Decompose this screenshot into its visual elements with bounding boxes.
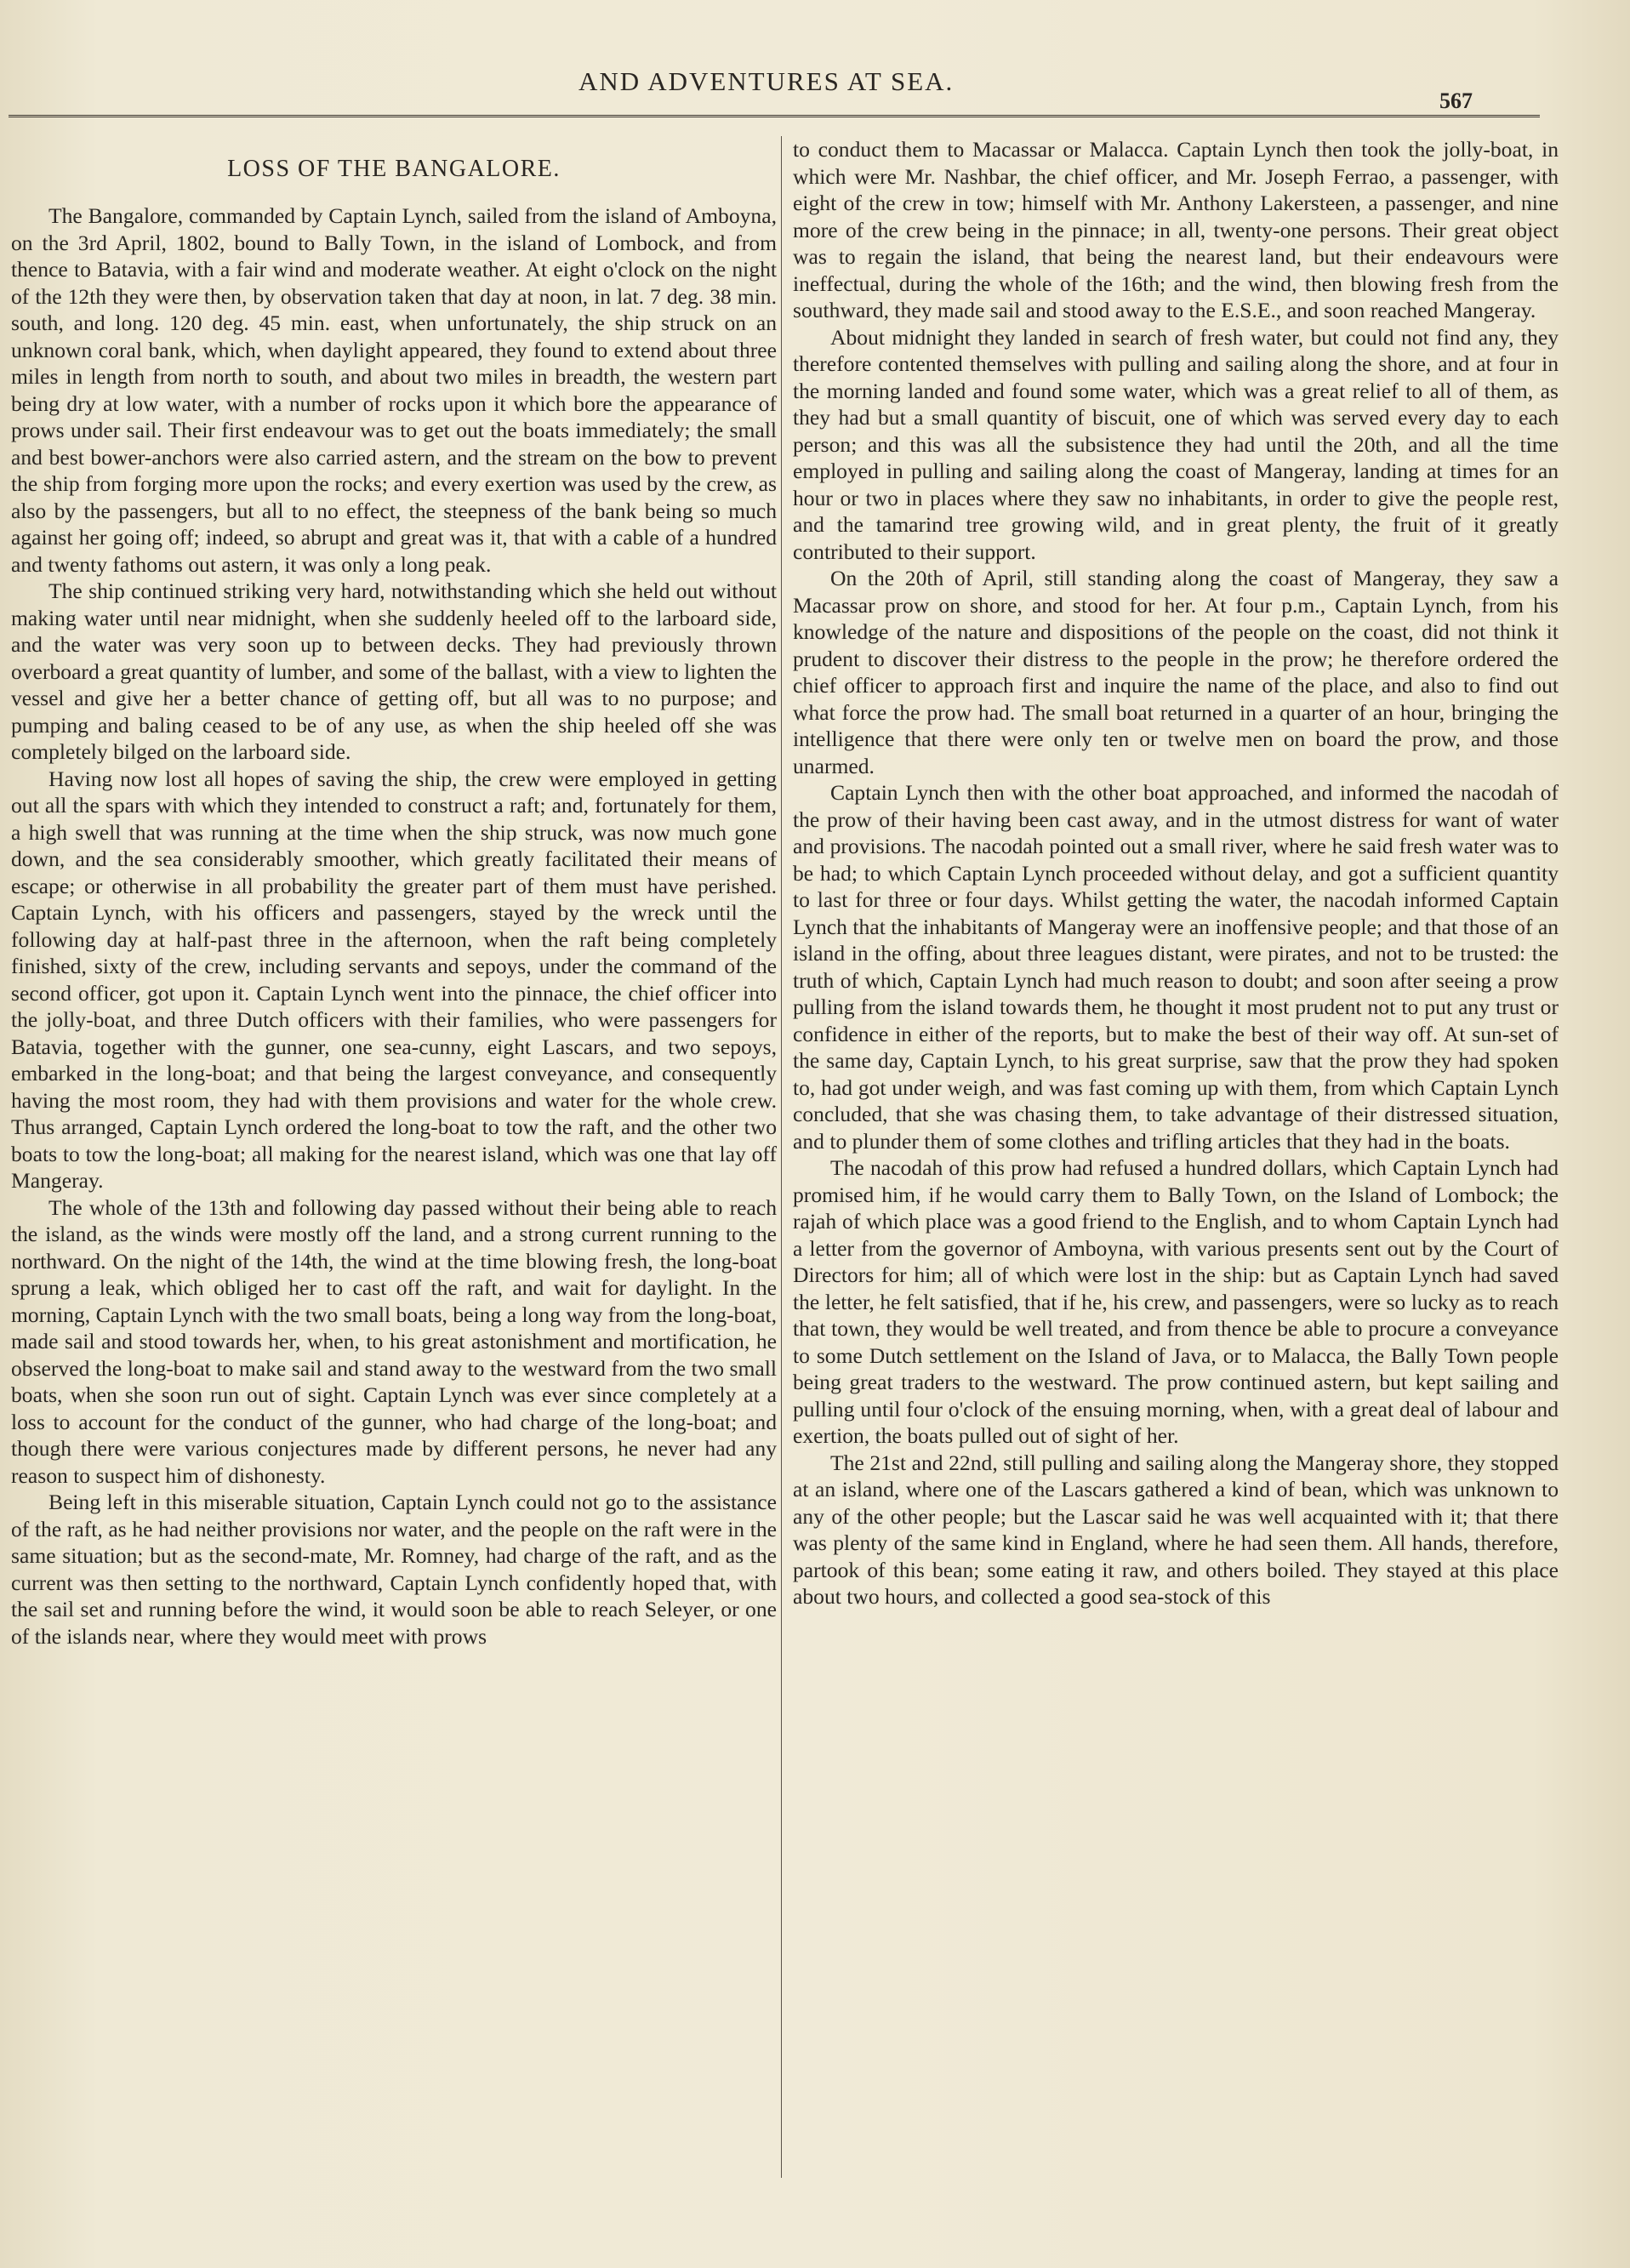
paragraph: The 21st and 22nd, still pulling and sailing along the Mangeray shore, they stopped at an island, where one of the Lascars gathered a kind of bean, which was unknown to any of the other people; but the Lascar said he was well acquainted with it; that there was plenty of the same kind in England, where he had seen them. All hands, therefore, partook of this bean; some eating it raw, and others boiled. They stayed at this place about two hours, and collected a good sea-stock of this xyxy=(793,1450,1559,1609)
paragraph: Captain Lynch then with the other boat approached, and informed the nacodah of the prow of their having been cast away, and in the utmost distress for want of water and provisions. The nacodah pointed out a small river, where he said fresh water was to be had; to which Captain Lynch proceeded without delay, and got a sufficient quantity to last for three or four days. Whilst getting the water, the nacodah informed Captain Lynch that the inhabitants of Mangeray were an inoffensive people; and that those of an island in the offing, about three leagues distant, were pirates, and not to be trusted: the truth of which, Captain Lynch had much reason to doubt; and soon after seeing a prow pulling from the island towards them, he thought it most prudent not to put any trust or confidence in either of the reports, but to make the best of their way off. At sun-set of the same day, Captain Lynch, to his great surprise, saw that the prow they had spoken to, had got under weigh, and was fast coming up with them, from which Captain Lynch concluded, that she was chasing them, to take advantage of their distressed situation, and to plunder them of some clothes and trifling articles that they had in the boats. xyxy=(793,780,1559,1154)
right-column xyxy=(793,136,1559,1610)
column-divider xyxy=(781,136,782,2178)
running-head: AND ADVENTURES AT SEA. xyxy=(578,66,955,96)
paragraph: About midnight they landed in search of fresh water, but could not find any, they therefore contented themselves with pulling and sailing along the shore, and at four in the morning landed and found some water, which was a great relief to all of them, as they had but a small quantity of biscuit, one of which was served every day to each person; and this was all the subsistence they had until the 20th, and all the time employed in pulling and sailing along the coast of Mangeray, landing at times for an hour or two in places where they saw no inhabitants, in order to give the people rest, and the tamarind tree growing wild, and in great plenty, the fruit of it greatly contributed to their support. xyxy=(793,324,1559,564)
header-rule xyxy=(9,115,1540,117)
paragraph: Being left in this miserable situation, Captain Lynch could not go to the assistance of the raft, as he had neither provisions nor water, and the people on the raft were in the same situation; but as the second-mate, Mr. Romney, had charge of the raft, and as the current was then setting to the northward, Captain Lynch confidently hoped that, with the sail set and running before the wind, it would soon be able to reach Seleyer, or one of the islands near, where they would meet with prows xyxy=(11,1490,777,1649)
article-title: LOSS OF THE BANGALORE. xyxy=(227,156,561,182)
paragraph: The ship continued striking very hard, notwithstanding which she held out without making water until near midnight, when she suddenly heeled off to the larboard side, and the water was very soon up to between decks. They had previously thrown overboard a great quantity of lumber, and some of the ballast, with a view to lighten the vessel and give her a better chance of getting off, but all was to no purpose; and pumping and baling ceased to be of any use, as when the ship heeled off she was completely bilged on the larboard side. xyxy=(11,578,777,764)
left-column xyxy=(11,136,777,1650)
paragraph: The nacodah of this prow had refused a hundred dollars, which Captain Lynch had promised him, if he would carry them to Bally Town, on the Island of Lombock; the rajah of which place was a good friend to the English, and to whom Captain Lynch had a letter from the governor of Amboyna, with various presents sent out by the Court of Directors for him; all of which were lost in the ship: but as Captain Lynch had saved the letter, he felt satisfied, that if he, his crew, and passengers, were so lucky as to reach that town, they would be well treated, and from thence be able to procure a conveyance to some Dutch settlement on the Island of Java, or to Malacca, the Bally Town people being great traders to the westward. The prow continued astern, but kept sailing and pulling until four o'clock of the ensuing morning, when, with a great deal of labour and exertion, the boats pulled out of sight of her. xyxy=(793,1155,1559,1448)
paragraph: Having now lost all hopes of saving the ship, the crew were employed in getting out all the spars with which they intended to construct a raft; and, fortunately for them, a high swell that was running at the time when the ship struck, was now much gone down, and the sea considerably smoother, which greatly facilitated their means of escape; or otherwise in all probability the greater part of them must have perished. Captain Lynch, with his officers and passengers, stayed by the wreck until the following day at half-past three in the afternoon, when the raft being completely finished, sixty of the crew, including servants and sepoys, under the command of the second officer, got upon it. Captain Lynch went into the pinnace, the chief officer into the jolly-boat, and three Dutch officers with their families, who were passengers for Batavia, together with the gunner, one sea-cunny, eight Lascars, and two sepoys, embarked in the long-boat; and that being the largest conveyance, and consequently having the most room, they had with them provisions and water for the whole crew. Thus arranged, Captain Lynch ordered the long-boat to tow the raft, and the other two boats to tow the long-boat; all making for the nearest island, which was one that lay off Mangeray. xyxy=(11,766,777,1193)
paragraph: The whole of the 13th and following day passed without their being able to reach the island, as the winds were mostly off the land, and a strong current running to the northward. On the night of the 14th, the wind at the time blowing fresh, the long-boat sprung a leak, which obliged her to cast off the raft, and wait for daylight. In the morning, Captain Lynch with the two small boats, being a long way from the long-boat, made sail and stood towards her, when, to his great astonishment and mortification, he observed the long-boat to make sail and stand away to the westward from the two small boats, when she soon run out of sight. Captain Lynch was ever since completely at a loss to account for the conduct of the gunner, who had charge of the long-boat; and though there were various conjectures made by different persons, he never had any reason to suspect him of dishonesty. xyxy=(11,1194,777,1488)
paragraph: On the 20th of April, still standing along the coast of Mangeray, they saw a Macassar prow on shore, and stood for her. At four p.m., Captain Lynch, from his knowledge of the nature and dispositions of the people on the coast, did not think it prudent to discover their distress to the people in the prow; he therefore ordered the chief officer to approach first and inquire the name of the place, and also to find out what force the prow had. The small boat returned in a quarter of an hour, bringing the intelligence that there were only ten or twelve men on board the prow, and those unarmed. xyxy=(793,566,1559,778)
page-number: 567 xyxy=(1439,88,1473,113)
paragraph: The Bangalore, commanded by Captain Lynch, sailed from the island of Amboyna, on the 3rd April, 1802, bound to Bally Town, in the island of Lombock, and from thence to Batavia, with a fair wind and moderate weather. At eight o'clock on the night of the 12th they were then, by observation taken that day at noon, in lat. 7 deg. 38 min. south, and long. 120 deg. 45 min. east, when unfortunately, the ship struck on an unknown coral bank, which, when daylight appeared, they found to extend about three miles in length from north to south, and about two miles in breadth, the western part being dry at low water, with a number of rocks upon it which bore the appearance of prows under sail. Their first endeavour was to get out the boats immediately; the small and best bower-anchors were also carried astern, and the stream on the bow to prevent the ship from forging more upon the rocks; and every exertion was used by the crew, as also by the passengers, but all to no effect, the steepness of the bank being so much against her going off; indeed, so abrupt and great was it, that with a cable of a hundred and twenty fathoms out astern, it was only a long peak. xyxy=(11,203,777,577)
page-header xyxy=(0,66,1630,113)
paragraph-continued: to conduct them to Macassar or Malacca. Captain Lynch then took the jolly-boat, in which were Mr. Nashbar, the chief officer, and Mr. Joseph Ferrao, a passenger, with eight of the crew in tow; himself with Mr. Anthony Lakersteen, a passenger, and nine more of the crew being in the pinnace; in all, twenty-one persons. Their great object was to regain the island, that being the nearest land, but their endeavours were ineffectual, during the whole of the 16th; and the wind, then blowing fresh from the southward, they made sail and stood away to the E.S.E., and soon reached Mangeray. xyxy=(793,137,1559,322)
